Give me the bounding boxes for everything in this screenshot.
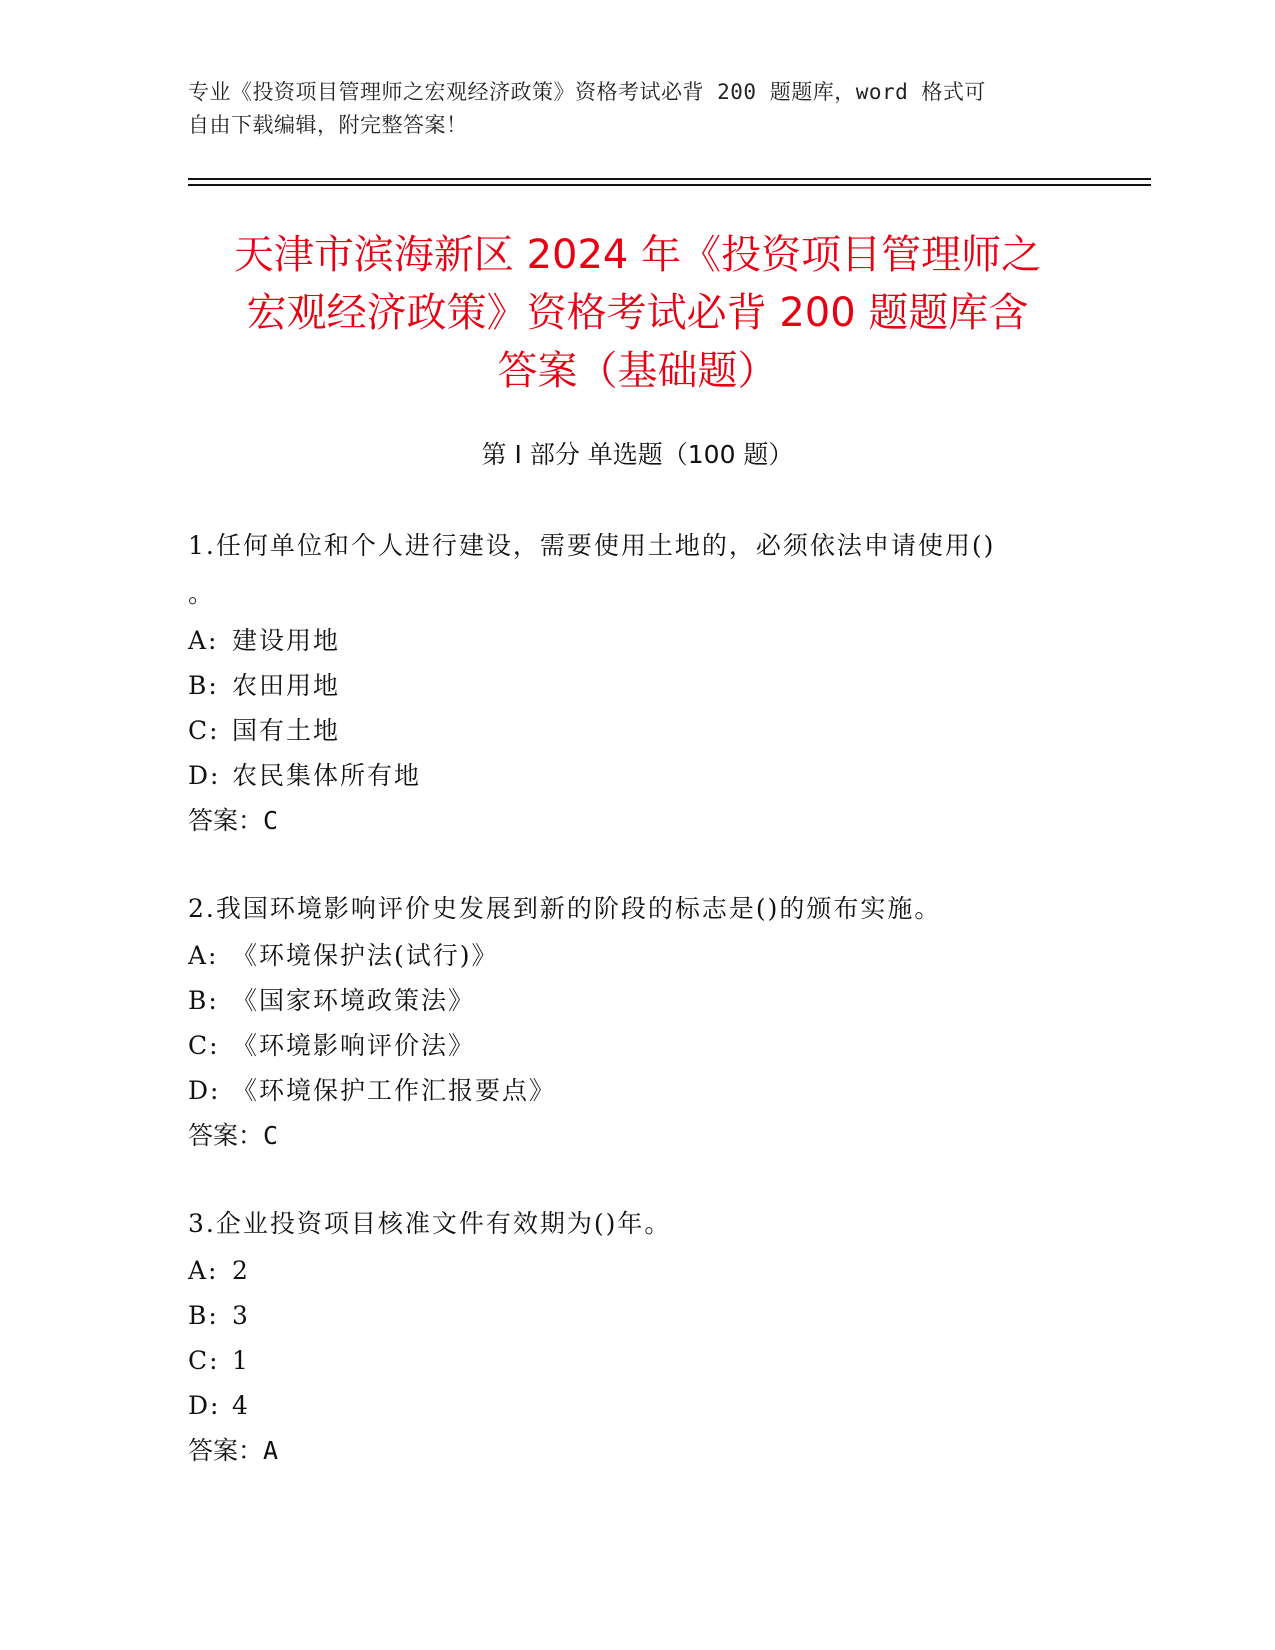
answer-label: 答案： [188,1121,264,1150]
option-c [188,1338,1088,1383]
option-key: D: [188,1391,221,1420]
option-a [188,1248,1088,1293]
option-d [188,1068,1088,1113]
question-stem: 2.我国环境影响评价史发展到新的阶段的标志是()的颁布实施。 [188,894,942,923]
option-d [188,1383,1088,1428]
answer-label: 答案： [188,806,264,835]
header-note-line: 自由下载编辑，附完整答案！ [188,113,468,137]
option-text: 国有土地 [232,716,341,745]
answer-line [188,798,1088,843]
header-divider [188,184,1151,186]
option-d [188,753,1088,798]
title-line: 宏观经济政策》资格考试必背 200 题题库含 [246,290,1029,336]
option-key: C: [188,1031,220,1060]
option-text: 3 [232,1301,250,1330]
option-key: D: [188,1076,221,1105]
option-b [188,1293,1088,1338]
option-a [188,618,1088,663]
option-text: 农田用地 [232,671,341,700]
answer-line [188,1113,1088,1158]
option-c [188,1023,1088,1068]
question-stem: 1.任何单位和个人进行建设，需要使用土地的，必须依法申请使用() [188,531,996,560]
answer-line [188,1428,1088,1473]
option-text: 建设用地 [232,626,341,655]
option-key: C: [188,716,220,745]
title-line: 答案（基础题） [497,348,778,394]
option-b [188,978,1088,1023]
option-key: D: [188,761,221,790]
header-divider [188,178,1151,180]
question-stem-continued: 。 [188,579,216,608]
option-text: 4 [232,1391,250,1420]
option-b [188,663,1088,708]
question-item [188,1200,1088,1473]
question-item [188,885,1088,1158]
question-stem: 3.企业投资项目核准文件有效期为()年。 [188,1209,672,1238]
option-key: B: [188,671,219,700]
answer-value: A [263,1436,279,1465]
section-title: 第 I 部分 单选题（100 题） [481,440,794,469]
option-text: 1 [232,1346,250,1375]
answer-value: C [263,806,279,835]
option-text: 《国家环境政策法》 [232,986,476,1015]
question-item [188,522,1088,843]
option-key: A: [188,941,219,970]
answer-label: 答案： [188,1436,264,1465]
option-text: 《环境保护工作汇报要点》 [232,1076,557,1105]
header-note [188,76,1088,142]
option-a [188,933,1088,978]
option-text: 2 [232,1256,250,1285]
title-line: 天津市滨海新区 2024 年《投资项目管理师之 [233,232,1042,278]
answer-value: C [263,1121,279,1150]
option-text: 《环境影响评价法》 [232,1031,476,1060]
option-text: 农民集体所有地 [232,761,422,790]
option-key: B: [188,1301,219,1330]
option-text: 《环境保护法(试行)》 [232,941,499,970]
option-key: A: [188,1256,219,1285]
option-key: A: [188,626,219,655]
option-c [188,708,1088,753]
document-title [150,226,1125,400]
header-note-line: 专业《投资项目管理师之宏观经济政策》资格考试必背 200 题题库，word 格式可 [188,80,986,104]
option-key: C: [188,1346,220,1375]
option-key: B: [188,986,219,1015]
